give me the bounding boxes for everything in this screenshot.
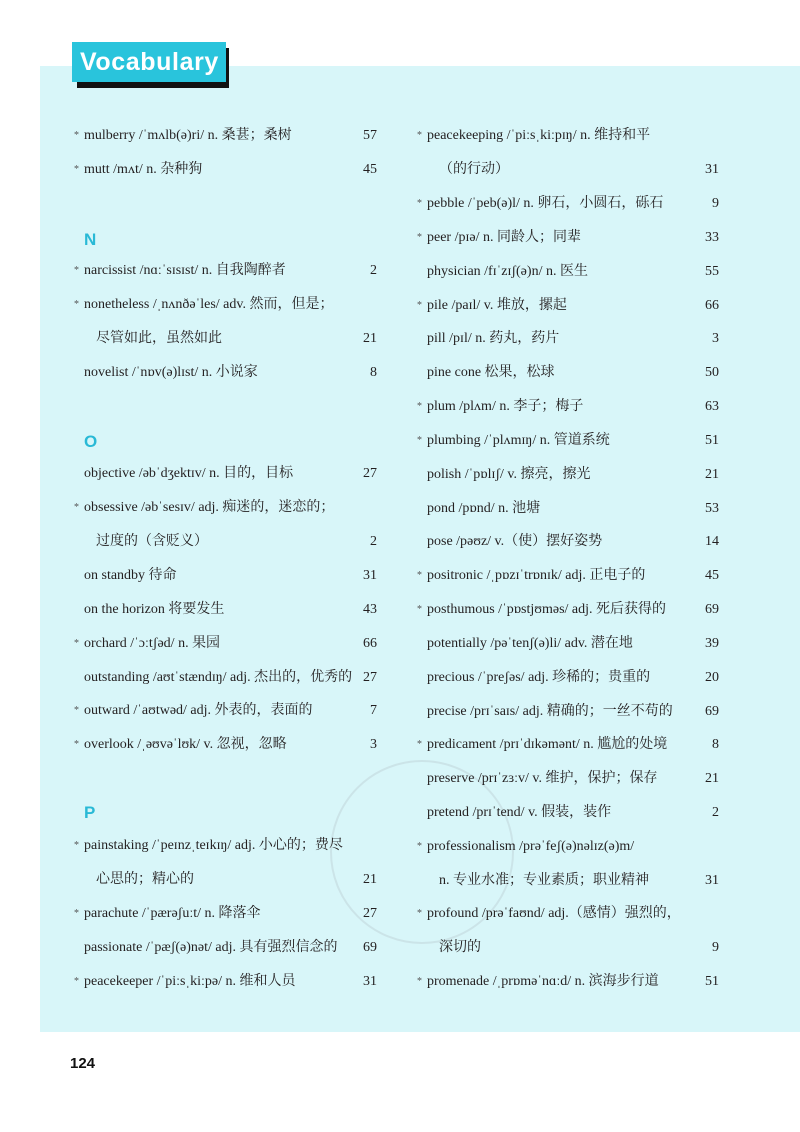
star-marker-icon: * xyxy=(74,840,79,851)
right-entry xyxy=(427,931,719,965)
star-marker-icon: * xyxy=(417,300,422,311)
entry-page-number: 66 xyxy=(363,636,377,651)
star-marker-icon: * xyxy=(74,299,79,310)
right-entry xyxy=(417,187,719,221)
star-marker-icon: * xyxy=(74,976,79,987)
letter-heading-n: N xyxy=(84,230,97,249)
entry-page-number: 31 xyxy=(363,568,377,583)
entry-text: peer /pɪə/ n. 同龄人；同辈 xyxy=(427,230,581,245)
entry-text: （的行动） xyxy=(439,162,509,177)
entry-text: peacekeeper /ˈpiːsˌkiːpə/ n. 维和人员 xyxy=(84,974,296,989)
star-marker-icon: * xyxy=(74,130,79,141)
right-entry xyxy=(417,119,719,153)
star-marker-icon: * xyxy=(417,232,422,243)
entry-page-number: 51 xyxy=(705,433,719,448)
left-entry xyxy=(74,288,377,322)
entry-text: pill /pɪl/ n. 药丸，药片 xyxy=(427,331,560,346)
entry-text: painstaking /ˈpeɪnzˌteɪkɪŋ/ adj. 小心的；费尽 xyxy=(84,838,343,853)
right-entry xyxy=(427,153,719,187)
left-entry xyxy=(84,863,377,897)
entry-text: narcissist /nɑːˈsɪsɪst/ n. 自我陶醉者 xyxy=(84,263,286,278)
entry-text: objective /əbˈdʒektɪv/ n. 目的，目标 xyxy=(84,466,294,481)
entry-page-number: 69 xyxy=(363,940,377,955)
entry-page-number: 53 xyxy=(705,501,719,516)
entry-text: profound /prəˈfaʊnd/ adj.（感情）强烈的， xyxy=(427,906,681,921)
star-marker-icon: * xyxy=(417,739,422,750)
section-title: Vocabulary xyxy=(72,42,226,82)
left-entry xyxy=(84,661,377,695)
entry-text: orchard /ˈɔːtʃəd/ n. 果园 xyxy=(84,636,221,651)
entry-page-number: 21 xyxy=(705,467,719,482)
right-entry xyxy=(417,424,719,458)
entry-page-number: 3 xyxy=(712,331,719,346)
entry-page-number: 9 xyxy=(712,940,719,955)
right-entry xyxy=(427,255,719,289)
entry-page-number: 7 xyxy=(370,703,377,718)
left-entry xyxy=(74,965,377,999)
entry-text: overlook /ˌəʊvəˈlʊk/ v. 忽视，忽略 xyxy=(84,737,287,752)
entry-page-number: 45 xyxy=(705,568,719,583)
star-marker-icon: * xyxy=(74,739,79,750)
entry-text: 深切的 xyxy=(439,940,481,955)
right-entry xyxy=(417,965,719,999)
entry-text: precious /ˈpreʃəs/ adj. 珍稀的；贵重的 xyxy=(427,670,651,685)
left-entry xyxy=(84,931,377,965)
entry-page-number: 43 xyxy=(363,602,377,617)
entry-page-number: 69 xyxy=(705,704,719,719)
right-entry xyxy=(427,458,719,492)
page-number: 124 xyxy=(70,1055,96,1072)
entry-page-number: 2 xyxy=(370,534,377,549)
right-entry xyxy=(427,796,719,830)
star-marker-icon: * xyxy=(417,570,422,581)
entry-text: potentially /pəˈtenʃ(ə)li/ adv. 潜在地 xyxy=(427,636,633,651)
star-marker-icon: * xyxy=(74,638,79,649)
entry-page-number: 66 xyxy=(705,298,719,313)
entry-page-number: 51 xyxy=(705,974,719,989)
star-marker-icon: * xyxy=(417,976,422,987)
entry-page-number: 69 xyxy=(705,602,719,617)
entry-text: outstanding /aʊtˈstændɪŋ/ adj. 杰出的，优秀的 xyxy=(84,670,353,685)
entry-page-number: 9 xyxy=(712,196,719,211)
entry-text: precise /prɪˈsaɪs/ adj. 精确的；一丝不苟的 xyxy=(427,704,673,719)
star-marker-icon: * xyxy=(74,164,79,175)
entry-text: physician /fɪˈzɪʃ(ə)n/ n. 医生 xyxy=(427,264,588,279)
entry-page-number: 45 xyxy=(363,162,377,177)
right-entry xyxy=(427,864,719,898)
entry-text: mulberry /ˈmʌlb(ə)ri/ n. 桑葚；桑树 xyxy=(84,128,292,143)
entry-page-number: 21 xyxy=(705,771,719,786)
entry-text: 心思的；精心的 xyxy=(96,872,194,887)
entry-page-number: 63 xyxy=(705,399,719,414)
entry-page-number: 27 xyxy=(363,906,377,921)
entry-page-number: 27 xyxy=(363,670,377,685)
entry-text: passionate /ˈpæʃ(ə)nət/ adj. 具有强烈信念的 xyxy=(84,940,338,955)
entry-page-number: 31 xyxy=(705,873,719,888)
left-entry xyxy=(74,694,377,728)
entry-text: 尽管如此，虽然如此 xyxy=(96,331,222,346)
left-entry xyxy=(84,559,377,593)
star-marker-icon: * xyxy=(417,841,422,852)
entry-text: obsessive /əbˈsesɪv/ adj. 痴迷的，迷恋的； xyxy=(84,500,335,515)
entry-page-number: 2 xyxy=(712,805,719,820)
entry-text: pine cone 松果，松球 xyxy=(427,365,555,380)
star-marker-icon: * xyxy=(417,908,422,919)
right-entry xyxy=(417,289,719,323)
entry-page-number: 21 xyxy=(363,331,377,346)
entry-text: mutt /mʌt/ n. 杂种狗 xyxy=(84,162,203,177)
right-entry xyxy=(427,627,719,661)
entry-page-number: 55 xyxy=(705,264,719,279)
entry-page-number: 20 xyxy=(705,670,719,685)
right-entry xyxy=(427,356,719,390)
right-entry xyxy=(417,390,719,424)
left-entry xyxy=(74,153,377,187)
entry-text: promenade /ˌprɒməˈnɑːd/ n. 滨海步行道 xyxy=(427,974,659,989)
left-entry xyxy=(74,491,377,525)
entry-text: 过度的（含贬义） xyxy=(96,534,208,549)
entry-text: pebble /ˈpeb(ə)l/ n. 卵石，小圆石，砾石 xyxy=(427,196,664,211)
entry-text: on the horizon 将要发生 xyxy=(84,602,225,617)
star-marker-icon: * xyxy=(74,705,79,716)
star-marker-icon: * xyxy=(417,130,422,141)
entry-text: plumbing /ˈplʌmɪŋ/ n. 管道系统 xyxy=(427,433,610,448)
right-entry xyxy=(427,695,719,729)
right-entry xyxy=(417,728,719,762)
right-entry xyxy=(427,322,719,356)
entry-text: pond /pɒnd/ n. 池塘 xyxy=(427,501,541,516)
star-marker-icon: * xyxy=(417,198,422,209)
entry-text: pretend /prɪˈtend/ v. 假装，装作 xyxy=(427,805,612,820)
entry-text: plum /plʌm/ n. 李子；梅子 xyxy=(427,399,584,414)
entry-page-number: 8 xyxy=(370,365,377,380)
entry-text: preserve /prɪˈzɜːv/ v. 维护，保护；保存 xyxy=(427,771,658,786)
right-entry xyxy=(417,221,719,255)
right-entry xyxy=(427,661,719,695)
left-entry xyxy=(74,627,377,661)
right-entry xyxy=(427,762,719,796)
right-entry xyxy=(417,559,719,593)
entry-page-number: 57 xyxy=(363,128,377,143)
left-entry xyxy=(74,119,377,153)
entry-text: outward /ˈaʊtwəd/ adj. 外表的，表面的 xyxy=(84,703,313,718)
right-entry xyxy=(417,830,719,864)
left-entry xyxy=(84,525,377,559)
entry-text: n. 专业水准；专业素质；职业精神 xyxy=(439,873,649,888)
entry-text: parachute /ˈpærəʃuːt/ n. 降落伞 xyxy=(84,906,261,921)
left-entry xyxy=(84,322,377,356)
star-marker-icon: * xyxy=(74,265,79,276)
left-entry xyxy=(84,457,377,491)
right-entry xyxy=(417,593,719,627)
entry-page-number: 31 xyxy=(705,162,719,177)
left-entry xyxy=(84,356,377,390)
entry-text: posthumous /ˈpɒstjʊməs/ adj. 死后获得的 xyxy=(427,602,667,617)
right-entry xyxy=(417,897,719,931)
right-entry xyxy=(427,492,719,526)
entry-page-number: 33 xyxy=(705,230,719,245)
entry-page-number: 21 xyxy=(363,872,377,887)
entry-text: polish /ˈpɒlɪʃ/ v. 擦亮，擦光 xyxy=(427,467,591,482)
left-entry xyxy=(74,728,377,762)
left-entry xyxy=(74,254,377,288)
letter-heading-o: O xyxy=(84,432,98,451)
entry-page-number: 2 xyxy=(370,263,377,278)
entry-text: nonetheless /ˌnʌnðəˈles/ adv. 然而，但是； xyxy=(84,297,334,312)
star-marker-icon: * xyxy=(417,401,422,412)
left-entry xyxy=(74,829,377,863)
entry-text: positronic /ˌpɒzɪˈtrɒnɪk/ adj. 正电子的 xyxy=(427,568,646,583)
entry-text: peacekeeping /ˈpiːsˌkiːpɪŋ/ n. 维持和平 xyxy=(427,128,651,143)
entry-page-number: 31 xyxy=(363,974,377,989)
entry-text: novelist /ˈnɒv(ə)lɪst/ n. 小说家 xyxy=(84,365,258,380)
entry-text: pose /pəʊz/ v.（使）摆好姿势 xyxy=(427,534,603,549)
entry-text: professionalism /prəˈfeʃ(ə)nəlɪz(ə)m/ xyxy=(427,839,635,854)
entry-page-number: 27 xyxy=(363,466,377,481)
entry-page-number: 3 xyxy=(370,737,377,752)
entry-page-number: 50 xyxy=(705,365,719,380)
left-entry xyxy=(74,897,377,931)
entry-text: on standby 待命 xyxy=(84,568,177,583)
entry-page-number: 39 xyxy=(705,636,719,651)
left-entry xyxy=(84,593,377,627)
entry-text: pile /paɪl/ v. 堆放，摞起 xyxy=(427,298,567,313)
entry-page-number: 14 xyxy=(705,534,719,549)
star-marker-icon: * xyxy=(417,604,422,615)
star-marker-icon: * xyxy=(74,502,79,513)
right-entry xyxy=(427,525,719,559)
letter-heading-p: P xyxy=(84,803,96,822)
entry-page-number: 8 xyxy=(712,737,719,752)
star-marker-icon: * xyxy=(74,908,79,919)
entry-text: predicament /prɪˈdɪkəmənt/ n. 尴尬的处境 xyxy=(427,737,668,752)
star-marker-icon: * xyxy=(417,435,422,446)
